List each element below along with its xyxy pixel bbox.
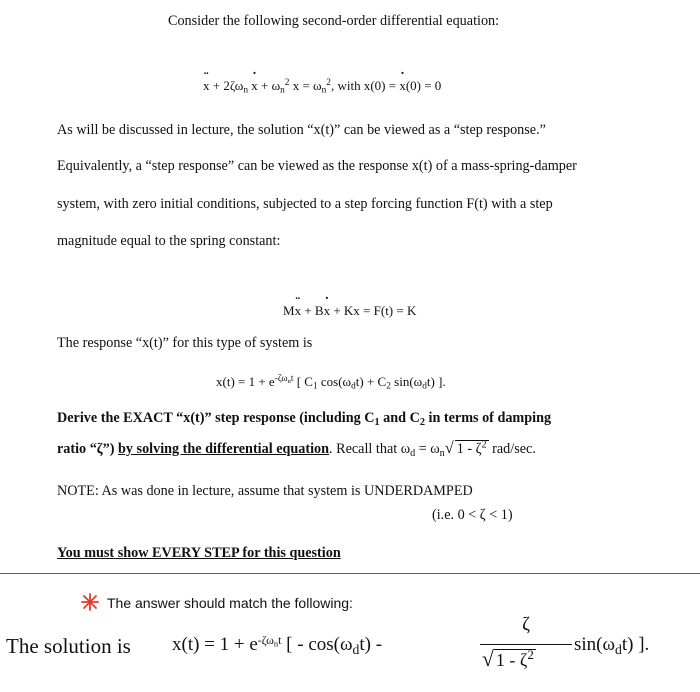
divider [0,573,700,574]
answer-formula-left: $x(t) = 1 + e^{-\zeta\omega_nt}$ [ - $\cos(\omega_dt)$ - [172,633,383,657]
must-show-line: You must show EVERY STEP for this question [57,545,341,561]
ode-equation: ¨ $x + 2\zeta\omega_n$ ˙ $x + \omega_n^2$ $x = \omega_n^2$, with x(0) = ˙ x(0) = 0 [203,78,441,94]
note-line: NOTE: As was done in lecture, assume that system is UNDERDAMPED [57,483,473,499]
para-line-3: system, with zero initial conditions, subjected to a step forcing function F(t) with a step [57,196,553,212]
para-line-1: As will be discussed in lecture, the solution “x(t)” can be viewed as a “step response.” [57,122,546,138]
para-line-2: Equivalently, a “step response” can be viewed as the response x(t) of a mass-spring-damper [57,158,577,174]
fraction-bar [480,644,572,645]
response-line: The response “x(t)” for this type of system is [57,335,313,351]
star-icon [80,592,100,617]
response-equation: $x(t) = 1 + e^{-\zeta\omega_nt}$ [ $C_1$ $\cos(\omega_dt) + C_2$ $\sin(\omega_dt)$ ]. [216,373,446,392]
fraction-numerator: ζ [522,614,530,635]
answer-header: The answer should match the following: [107,595,353,611]
underlined-instruction: by solving the differential equation [118,441,330,457]
fraction-denominator: √ $1 - \zeta^2$ [482,646,534,671]
ie-line: (i.e. 0 < ζ < 1) [432,507,513,523]
msd-equation: M¨ x + B˙ x + Kx = F(t) = K [283,303,416,319]
para-line-4: magnitude equal to the spring constant: [57,233,281,249]
intro-text: Consider the following second-order differential equation: [168,13,500,29]
answer-lead: The solution is [6,634,131,658]
derive-line-1: Derive the EXACT “x(t)” step response (including $C_1$ and $C_2$ in terms of damping [57,410,552,428]
derive-line-2: ratio “ζ”) by solving the differential equation. Recall that $\omega_d = \omega_n√$ $1 - \zeta^2$ rad/sec. [57,438,536,459]
answer-formula-right: $\sin(\omega_dt)$ ]. [574,634,650,657]
